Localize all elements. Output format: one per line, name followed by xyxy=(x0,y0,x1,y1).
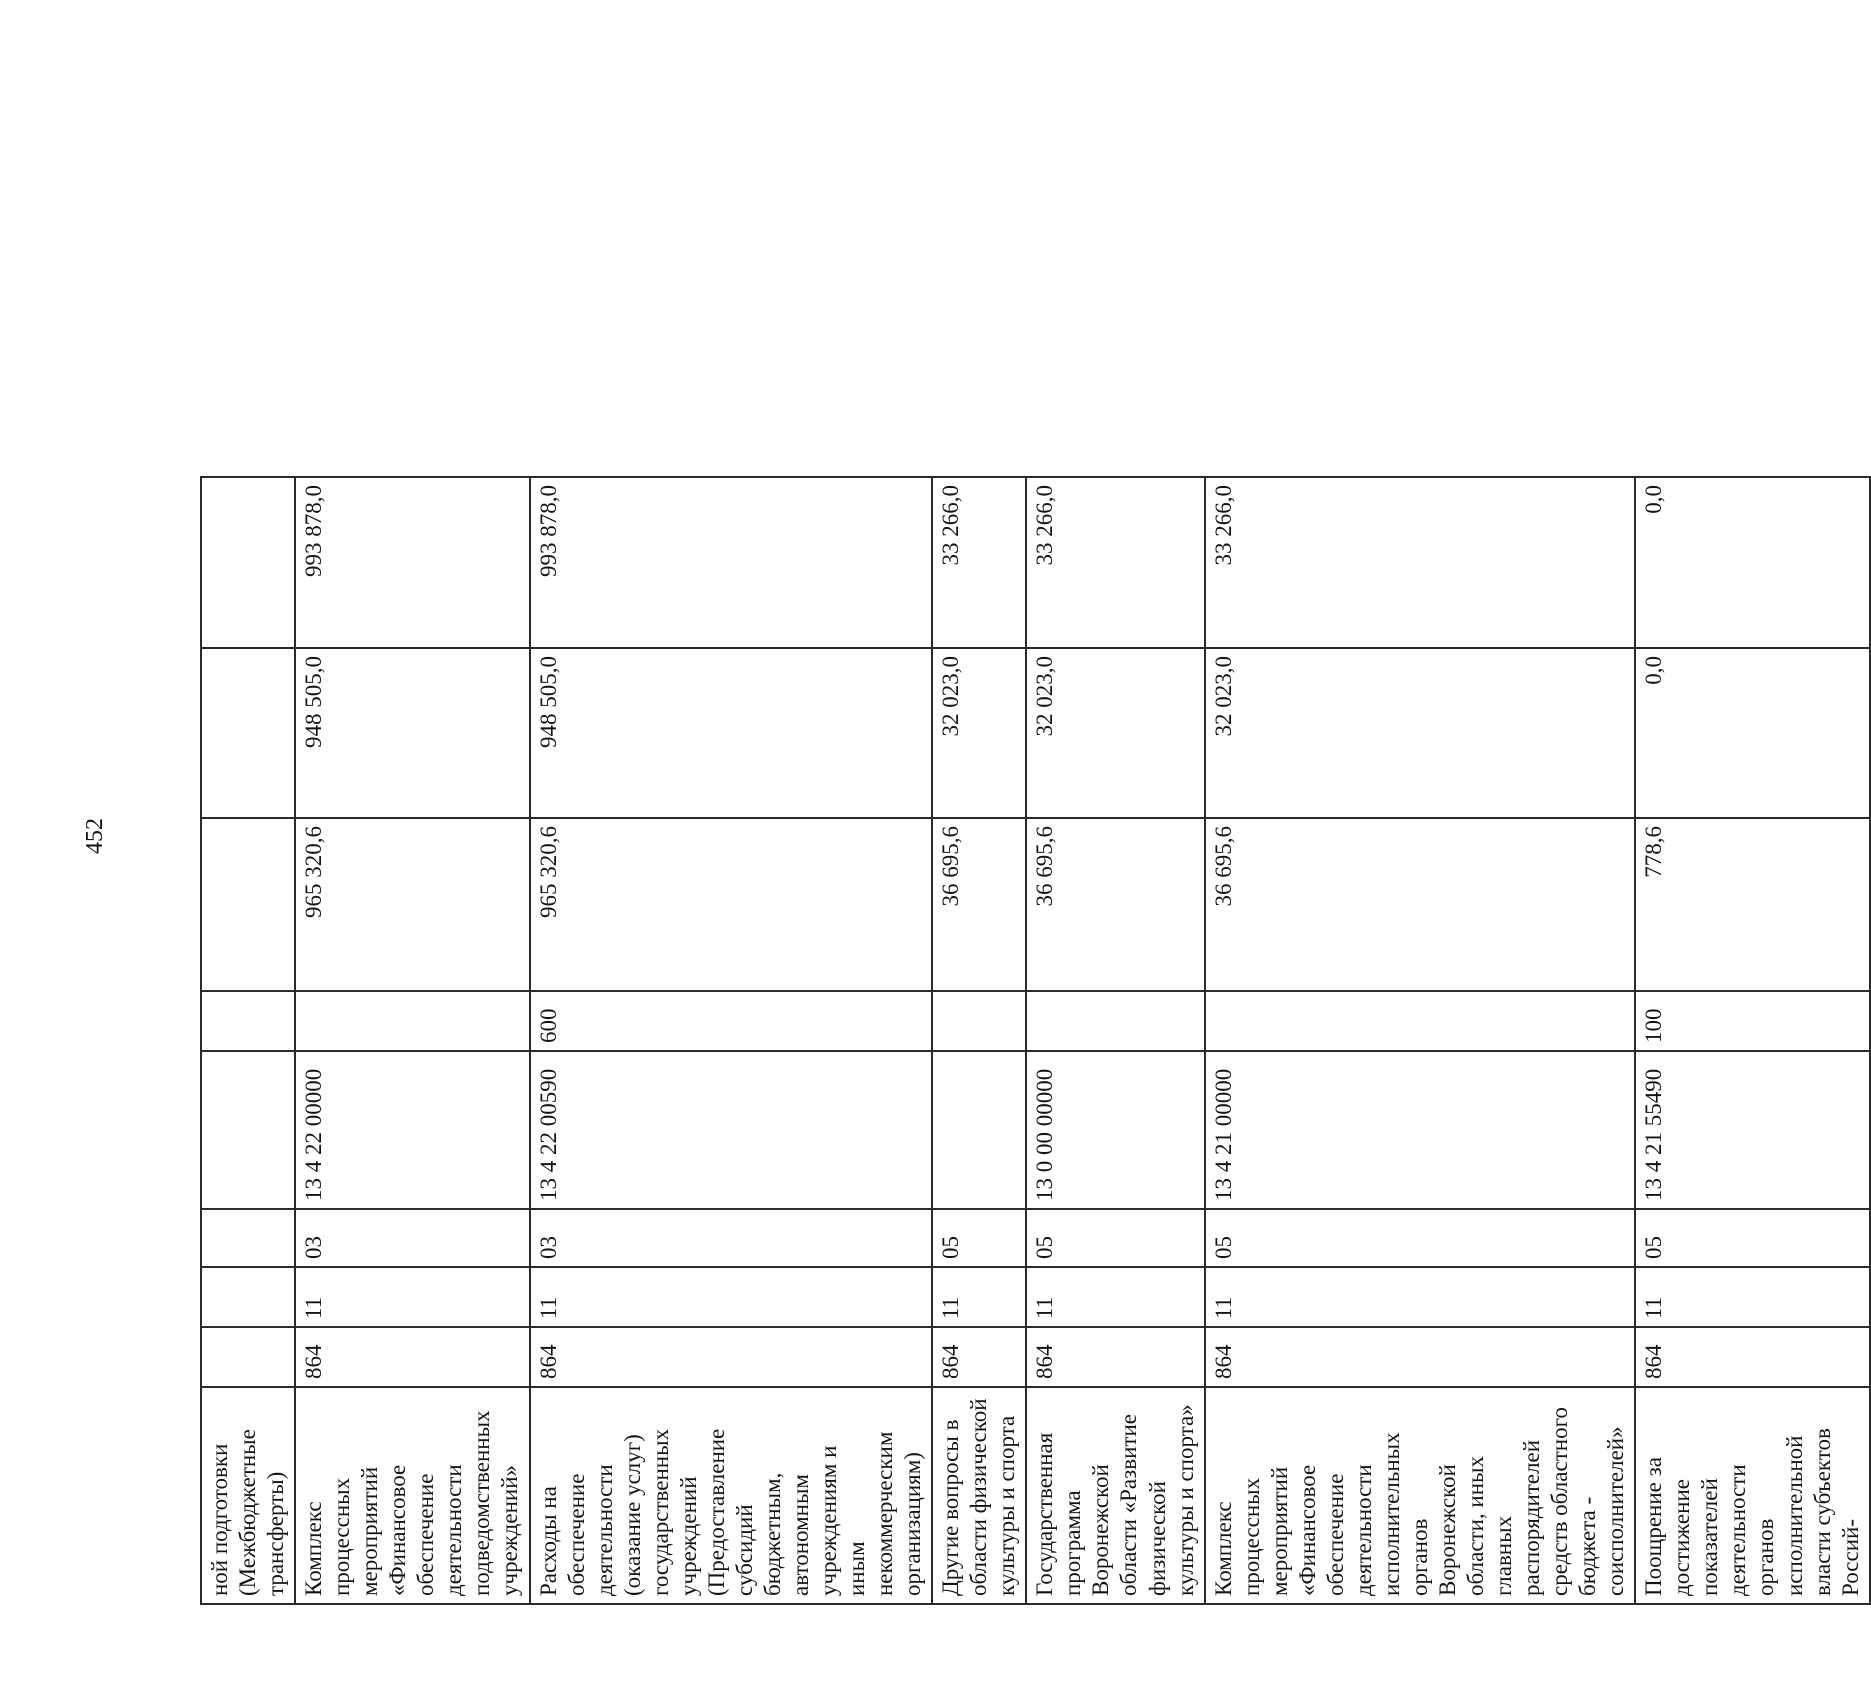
cell-name: Расходы на обеспечение деятельности (оказание услуг) государственных учреждений (Предоставление субсидий бюджетным, автономным учреждениям и иным некоммерческим организациям) xyxy=(530,1387,933,1604)
cell-csr xyxy=(201,1051,295,1209)
cell-csr xyxy=(932,1051,1026,1209)
cell-csr: 13 4 21 55490 xyxy=(1635,1051,1869,1209)
cell-name: Государственная программа Воронежской области «Развитие физической культуры и спорта» xyxy=(1026,1387,1204,1604)
cell-value-2024 xyxy=(201,818,295,991)
cell-value-2025: 948 505,0 xyxy=(295,648,529,818)
cell-ved: 864 xyxy=(1026,1327,1204,1387)
cell-name: Комплекс процессных мероприятий «Финансовое обеспечение деятельности исполнительных органов Воронежской области, иных главных распорядителей средств областного бюджета - соисполнителей» xyxy=(1205,1387,1636,1604)
cell-value-2025: 32 023,0 xyxy=(1205,648,1636,818)
table-rotator xyxy=(200,108,1863,1605)
cell-value-2024: 965 320,6 xyxy=(530,818,933,991)
cell-value-2024: 965 320,6 xyxy=(295,818,529,991)
cell-pr: 05 xyxy=(932,1209,1026,1267)
cell-value-2025: 32 023,0 xyxy=(1026,648,1204,818)
cell-vr: 100 xyxy=(1635,991,1869,1051)
cell-pr: 05 xyxy=(1205,1209,1636,1267)
table-row xyxy=(1635,107,1869,1604)
cell-csr: 13 4 22 00590 xyxy=(530,1051,933,1209)
cell-ved: 864 xyxy=(932,1327,1026,1387)
cell-vr xyxy=(1205,991,1636,1051)
cell-value-2024: 36 695,6 xyxy=(1026,818,1204,991)
cell-value-2026: 0,0 xyxy=(1635,477,1869,648)
cell-csr: 13 4 22 00000 xyxy=(295,1051,529,1209)
cell-name: Комплекс процессных мероприятий «Финансовое обеспечение деятельности подведомственных учреждений» xyxy=(295,1387,529,1604)
cell-pr xyxy=(201,1209,295,1267)
cell-pr: 03 xyxy=(295,1209,529,1267)
table-row xyxy=(530,107,933,1604)
cell-value-2026: 33 266,0 xyxy=(932,477,1026,648)
table-row xyxy=(1205,107,1636,1604)
cell-ved: 864 xyxy=(295,1327,529,1387)
cell-value-2026 xyxy=(201,477,295,648)
cell-value-2025 xyxy=(201,648,295,818)
table-body xyxy=(201,107,1870,1604)
table-row xyxy=(295,107,529,1604)
cell-rz: 11 xyxy=(932,1267,1026,1327)
cell-ved xyxy=(201,1327,295,1387)
cell-name: Поощрение за достижение показателей деятельности органов исполнительной власти субъектов Россий- xyxy=(1635,1387,1869,1604)
cell-name: ной подготовки (Межбюджетные трансферты) xyxy=(201,1387,295,1604)
cell-pr: 05 xyxy=(1026,1209,1204,1267)
cell-pr: 05 xyxy=(1635,1209,1869,1267)
cell-rz: 11 xyxy=(1026,1267,1204,1327)
cell-vr: 600 xyxy=(530,991,933,1051)
cell-value-2025: 948 505,0 xyxy=(530,648,933,818)
page-number: 452 xyxy=(82,818,108,854)
cell-rz xyxy=(201,1267,295,1327)
cell-value-2024: 36 695,6 xyxy=(1205,818,1636,991)
cell-name: Другие вопросы в области физической культуры и спорта xyxy=(932,1387,1026,1604)
table-row xyxy=(201,107,295,1604)
table-row xyxy=(932,107,1026,1604)
cell-rz: 11 xyxy=(1205,1267,1636,1327)
cell-pr: 03 xyxy=(530,1209,933,1267)
cell-csr: 13 0 00 00000 xyxy=(1026,1051,1204,1209)
cell-value-2026: 993 878,0 xyxy=(530,477,933,648)
cell-value-2025: 32 023,0 xyxy=(932,648,1026,818)
cell-rz: 11 xyxy=(295,1267,529,1327)
cell-vr xyxy=(1026,991,1204,1051)
cell-value-2026: 993 878,0 xyxy=(295,477,529,648)
cell-value-2026: 33 266,0 xyxy=(1026,477,1204,648)
cell-vr xyxy=(932,991,1026,1051)
cell-rz: 11 xyxy=(1635,1267,1869,1327)
cell-ved: 864 xyxy=(1635,1327,1869,1387)
cell-vr xyxy=(295,991,529,1051)
cell-value-2024: 778,6 xyxy=(1635,818,1869,991)
cell-rz: 11 xyxy=(530,1267,933,1327)
cell-value-2024: 36 695,6 xyxy=(932,818,1026,991)
cell-value-2025: 0,0 xyxy=(1635,648,1869,818)
cell-value-2026: 33 266,0 xyxy=(1205,477,1636,648)
cell-csr: 13 4 21 00000 xyxy=(1205,1051,1636,1209)
cell-ved: 864 xyxy=(1205,1327,1636,1387)
budget-table xyxy=(200,106,1871,1605)
cell-ved: 864 xyxy=(530,1327,933,1387)
table-row xyxy=(1026,107,1204,1604)
cell-vr xyxy=(201,991,295,1051)
